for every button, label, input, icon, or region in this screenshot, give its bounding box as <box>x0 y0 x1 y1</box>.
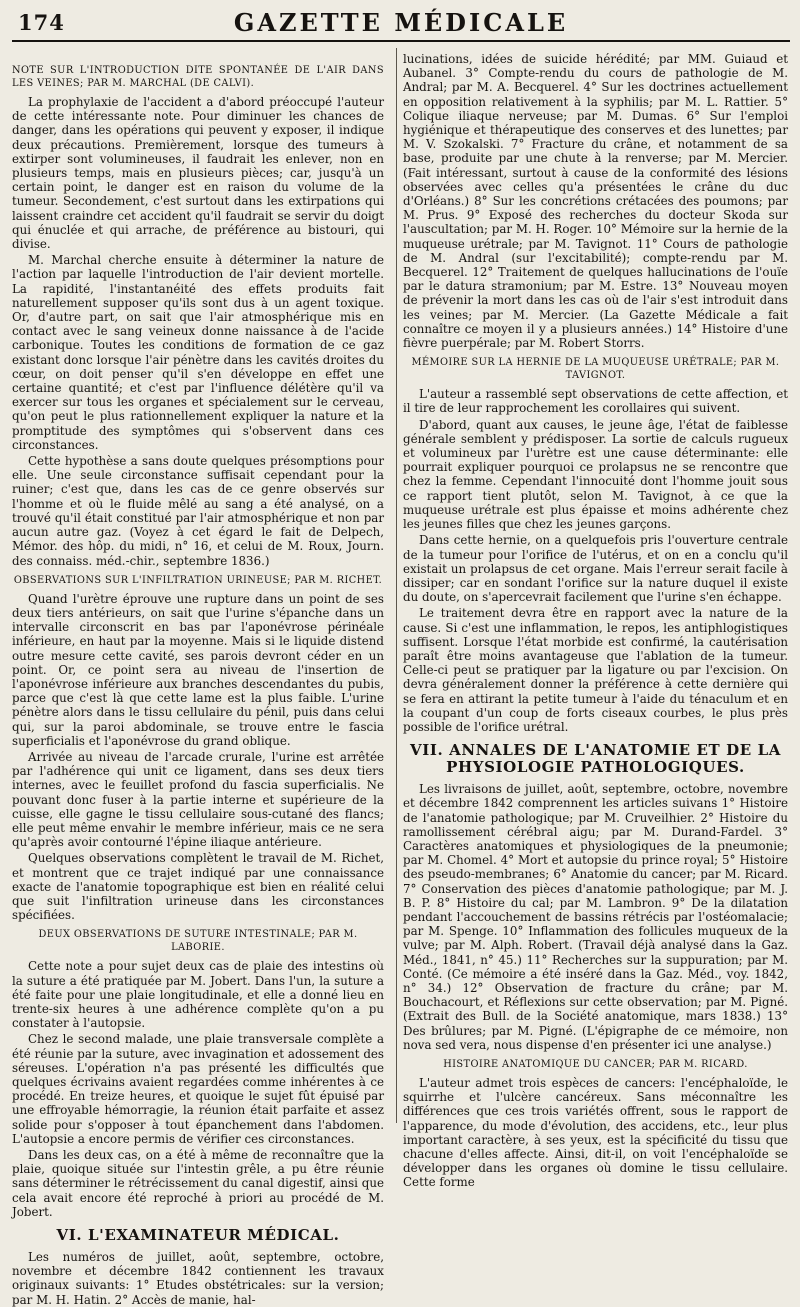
article-heading-richet: OBSERVATIONS SUR L'INFILTRATION URINEUSE; PAR M. RICHET. <box>13 574 383 586</box>
article-heading-ricard: HISTOIRE ANATOMIQUE DU CANCER; PAR M. RICARD. <box>443 1059 748 1070</box>
continued-paragraph: lucinations, idées de suicide hérédité; par MM. Guiaud et Aubanel. 3° Compte-rendu du cours de pathologie de M. Andral; par M. A. Becquerel. 4° Sur les doctrines actuellement en opposition relativement à la syphilis; par M. L. Rattier. 5° Colique iliaque nerveuse; par M. Dumas. 6° Sur l'emploi hygiénique et thérapeutique des conserves et des lunettes; par M. V. Szokalski. 7° Fracture du crâne, et notamment de sa base, produite par une chute à la renverse; par M. Mercier. (Fait intéressant, surtout à cause de la conformité des lésions observées avec celles qu'a présentées le crâne du duc d'Orléans.) 8° Sur les concrétions crétacées des poumons; par M. Prus. 9° Exposé des recherches du docteur Skoda sur l'auscultation; par M. H. Roger. 10° Mémoire sur la hernie de la muqueuse urétrale; par M. Tavignot. 11° Cours de pathologie de M. Andral (sur l'excitabilité); compte-rendu par M. Becquerel. 12° Traitement de quelques hallucinations de l'ouïe par le datura stramonium; par M. Estre. 13° Nouveau moyen de prévenir la mort dans les cas où de l'air s'est introduit dans les veines; par M. Mercier. (La Gazette Médicale a fait connaître ce moyen il y a plusieurs années.) 14° Histoire d'une fièvre puerpérale; par M. Robert Storrs. <box>403 52 788 351</box>
article-heading-marchal: NOTE SUR L'INTRODUCTION DITE SPONTANÉE DE L'AIR DANS LES VEINES; PAR M. MARCHAL (DE CALVI). <box>12 65 384 89</box>
paragraph: Quelques observations complètent le travail de M. Richet, et montrent que ce trajet indiqué par une connaissance exacte de l'anatomie topographique est bien en réalité celui que suit l'infiltration urineuse dans les circonstances spécifiées. <box>12 851 384 923</box>
column-divider <box>396 48 397 1123</box>
paragraph: Cette hypothèse a sans doute quelques présomptions pour elle. Une seule circonstance suffisait cependant pour la ruiner; c'est que, dans les cas de ce genre observés sur l'homme et où le fluide mêlé au sang a été analysé, on a trouvé qu'il était constitué par l'air atmosphérique et non par aucun autre gaz. (Voyez à cet égard le fait de Delpech, Mémor. des hôp. du midi, n° 16, et celui de M. Roux, Journ. des connaiss. méd.-chir., septembre 1836.) <box>12 454 384 568</box>
article-heading-laborie: DEUX OBSERVATIONS DE SUTURE INTESTINALE; PAR M. LABORIE. <box>38 929 358 954</box>
left-column <box>12 64 384 1307</box>
paragraph: Quand l'urètre éprouve une rupture dans un point de ses deux tiers antérieurs, on sait que l'urine s'épanche dans un intervalle circonscrit en bas par l'aponévrose périnéale inférieure, en haut par la moyenne. Mais si le liquide distend outre mesure cette cavité, ses parois devront céder en un point. Or, ce point sera au niveau de l'insertion de l'aponévrose inférieure aux branches descendantes du pubis, parce que c'est là que cette lame est la plus faible. L'urine pénètre alors dans le tissu cellulaire du pénil, puis dans celui qui, sur la paroi abdominale, se trouve entre le fascia superficialis et l'aponévrose du grand oblique. <box>12 591 384 748</box>
paragraph: Le traitement devra être en rapport avec la nature de la cause. Si c'est une inflammation, le repos, les antiphlogistiques suffisent. Lorsque l'état morbide est confirmé, la cautérisation paraît être moins avantageuse que l'ablation de la tumeur. Celle-ci peut se pratiquer par la ligature ou par l'excision. On devra généralement donner la préférence à cette dernière qui se fera en attirant la petite tumeur à l'aide du ténaculum et en la coupant d'un coup de forts ciseaux courbes, le plus près possible de l'orifice urétral. <box>403 606 788 734</box>
paragraph: Dans les deux cas, on a été à même de reconnaître que la plaie, quoique située sur l'intestin grêle, a pu être réunie sans déterminer le rétrécissement du canal digestif, ainsi que cela avait encore été reproché à priori au procédé de M. Jobert. <box>12 1148 384 1219</box>
paragraph: Cette note a pour sujet deux cas de plaie des intestins où la suture a été pratiquée par M. Jobert. Dans l'un, la suture a été faite pour une plaie longitudinale, et elle a donné lieu en trente-six heures à une adhérence complète qu'on a pu constater à l'autopsie. <box>12 959 384 1031</box>
paragraph: Arrivée au niveau de l'arcade crurale, l'urine est arrêtée par l'adhérence qui unit ce ligament, dans ses deux tiers internes, avec le feuillet profond du fascia superficialis. Ne pouvant donc fuser à la partie interne et supérieure de la cuisse, elle gagne le tissu cellulaire sous-cutané des flancs; elle peut même envahir le membre inférieur, mais ce ne sera qu'après avoir contourné l'épine iliaque antérieure. <box>12 749 384 850</box>
right-column <box>403 52 788 1190</box>
paragraph: Les numéros de juillet, août, septembre, octobre, novembre et décembre 1842 contiennent les travaux originaux suivants: 1° Etudes obstétricales: sur la version; par M. H. Hatin. 2° Accès de manie, hal- <box>12 1250 384 1307</box>
paragraph: Chez le second malade, une plaie transversale complète a été réunie par la suture, avec invagination et adossement des séreuses. L'opération n'a pas présenté les difficultés que quelques écrivains avaient regardées comme inhérentes à ce procédé. En treize heures, et quoique le sujet fût épuisé par une effroyable hémorragie, la réunion était parfaite et assez solide pour s'opposer à tout épanchement dans l'abdomen. L'autopsie a encore permis de vérifier ces circonstances. <box>12 1032 384 1146</box>
paragraph: Les livraisons de juillet, août, septembre, octobre, novembre et décembre 1842 comprennent les articles suivans 1° Histoire de l'anatomie pathologique; par M. Cruveilhier. 2° Histoire du ramollissement cérébral aigu; par M. Durand-Fardel. 3° Caractères anatomiques et physiologiques de la pneumonie; par M. Chomel. 4° Mort et autopsie du prince royal; 5° Histoire des pseudo-membranes; 6° Anatomie du cancer; par M. Ricard. 7° Conservation des pièces d'anatomie pathologique; par M. J. B. P. 8° Histoire du cal; par M. Lambron. 9° De la dilatation pendant l'accouchement de bassins rétrécis par l'ostéomalacie; par M. Spenge. 10° Inflammation des follicules muqueux de la vulve; par M. Alph. Robert. (Travail déjà analysé dans la Gaz. Méd., 1841, n° 45.) 11° Recherches sur la suppuration; par M. Conté. (Ce mémoire a été inséré dans la Gaz. Méd., voy. 1842, n° 34.) 12° Observation de fracture du crâne; par M. Bouchacourt, et Réflexions sur cette observation; par M. Pigné. (Extrait des Bull. de la Société anatomique, mars 1838.) 13° Des brûlures; par M. Pigné. (L'épigraphe de ce mémoire, non nova sed vera, nous dispense d'en présenter ici une analyse.) <box>403 782 788 1052</box>
page-number: 174 <box>18 10 65 35</box>
paragraph: Dans cette hernie, on a quelquefois pris l'ouverture centrale de la tumeur pour l'orifice de l'utérus, et on en a conclu qu'il existait un prolapsus de cet organe. Mais l'erreur serait facile à dissiper; car en sondant l'orifice sur la nature duquel il existe du doute, on s'apercevrait facilement que l'urine s'en échappe. <box>403 533 788 605</box>
paragraph: L'auteur a rassemblé sept observations de cette affection, et il tire de leur rapprochement les corollaires qui suivent. <box>403 387 788 416</box>
paragraph: L'auteur admet trois espèces de cancers: l'encéphaloïde, le squirrhe et l'ulcère cancéreux. Sans méconnaître les différences que ces trois variétés offrent, sous le rapport de l'apparence, du mode d'évolution, des accidens, etc., leur plus important caractère, à ses yeux, est la spécificité du tissu que chacune d'elles affecte. Ainsi, dit-il, on voit l'encéphaloïde se développer dans les organes où domine le tissu cellulaire. Cette forme <box>403 1076 788 1190</box>
article-heading-tavignot: MÉMOIRE SUR LA HERNIE DE LA MUQUEUSE URÉTRALE; PAR M. TAVIGNOT. <box>411 357 780 382</box>
journal-title: GAZETTE MÉDICALE <box>233 8 569 37</box>
section-heading-examinateur: VI. L'EXAMINATEUR MÉDICAL. <box>56 1226 340 1245</box>
section-heading-annales: VII. ANNALES DE L'ANATOMIE ET DE LA PHYSIOLOGIE PATHOLOGIQUES. <box>410 741 781 777</box>
paragraph: M. Marchal cherche ensuite à déterminer la nature de l'action par laquelle l'introduction de l'air devient mortelle. La rapidité, l'instantanéité des effets produits fait naturellement supposer qu'ils sont dus à un agent toxique. Or, d'autre part, on sait que l'air atmosphérique mis en contact avec le sang veineux donne naissance à de l'acide carbonique. Toutes les conditions de formation de ce gaz existant donc lorsque l'air pénètre dans les cavités droites du cœur, on doit penser qu'il s'en développe en effet une certaine quantité; et c'est par l'influence délétère qu'il va exercer sur tous les organes et spécialement sur le cerveau, qu'on peut le plus rationnellement expliquer la nature et la promptitude des symptômes qui s'observent dans ces circonstances. <box>12 253 384 452</box>
page-header <box>12 0 790 42</box>
paragraph: La prophylaxie de l'accident a d'abord préoccupé l'auteur de cette intéressante note. Pour diminuer les chances de danger, dans les opérations qui peuvent y exposer, il indique deux précautions. Premièrement, lorsque des tumeurs à extirper sont volumineuses, il faudrait les enlever, non en plusieurs temps, mais en plusieurs pièces; car, jusqu'à un certain point, le danger est en raison du volume de la tumeur. Secondement, c'est surtout dans les extirpations qui laissent craindre cet accident qu'il faudrait se servir du doigt qui énuclée et qui arrache, de préférence au bistouri, qui divise. <box>12 95 384 252</box>
paragraph: D'abord, quant aux causes, le jeune âge, l'état de faiblesse générale semblent y prédisposer. La sortie de calculs rugueux et volumineux par l'urètre est une cause déterminante: elle pourrait expliquer pourquoi ce prolapsus ne se rencontre que chez la femme. Cependant l'innocuité dont l'homme jouit sous ce rapport tient plutôt, selon M. Tavignot, à ce que la muqueuse urétrale est plus épaisse et moins adhérente chez les jeunes filles que chez les jeunes garçons. <box>403 417 788 532</box>
